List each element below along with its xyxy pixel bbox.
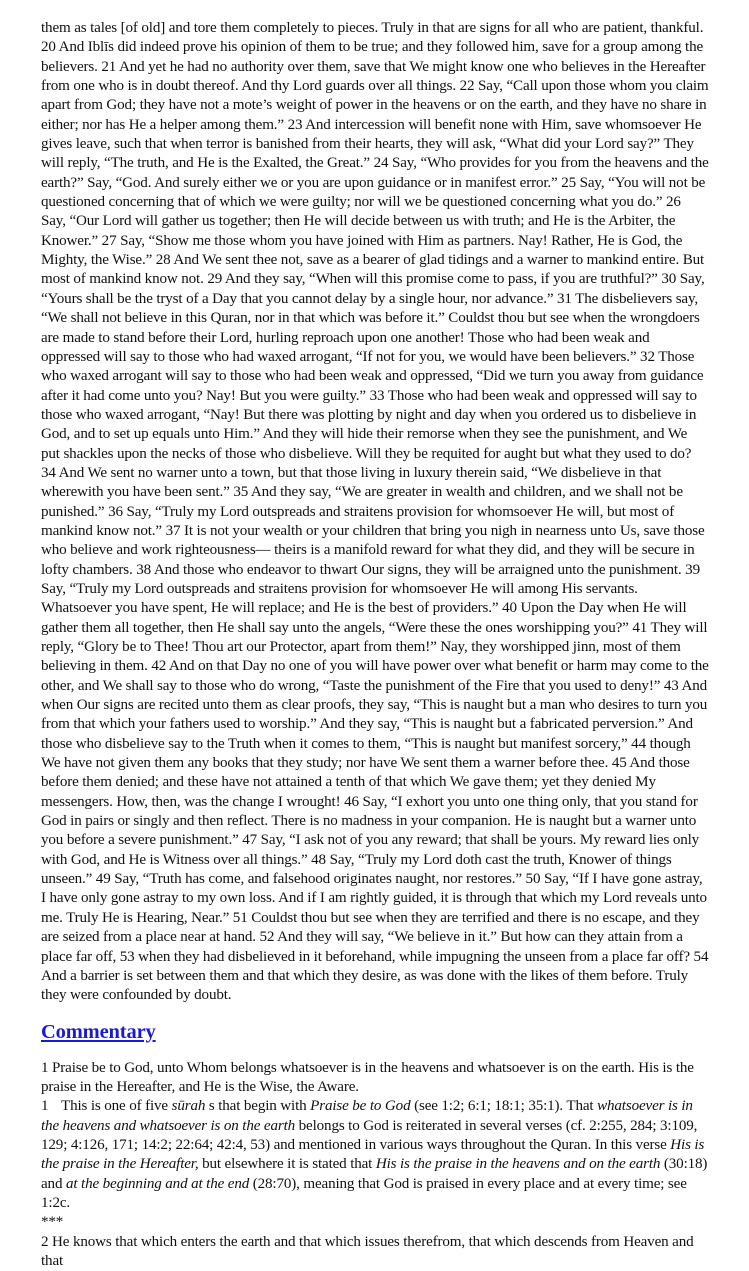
commentary-note-1: 1 This is one of five sūrah s that begin with Praise be to God (see 1:2; 6:1; 18:1; 35:1). That whatsoever is in the heavens and whatsoever is on the earth belongs to God is reiterated in several verses (cf. 2:255, 284; 3:109, 129; 4:126, 171; 14:2; 22:64; 42:4, 53) and mentioned in various ways throughout the Quran. In this verse His is the praise in the Hereafter, but elsewhere it is stated that His is the praise in the heavens and on the earth (30:18) and at the beginning and at the end (28:70), meaning that God is praised in every place and at every time; see 1:2c. xyxy=(41,1098,708,1211)
note-number: 1 xyxy=(41,1098,49,1115)
commentary-verse-2: 2 He knows that which enters the earth and that which issues therefrom, that which descends from Heaven and that xyxy=(41,1233,694,1269)
document-page xyxy=(41,19,709,1271)
commentary-verse-1: 1 Praise be to God, unto Whom belongs whatsoever is in the heavens and whatsoever is on the earth. His is the praise in the Hereafter, and He is the Wise, the Aware. xyxy=(41,1059,694,1095)
verses-paragraph: them as tales [of old] and tore them completely to pieces. Truly in that are signs for all who are patient, thankful. 20 And Iblīs did indeed prove his opinion of them to be true; and they followed him, save for a group among the believers. 21 And yet he had no authority over them, save that We might know one who believes in the Hereafter from one who is in doubt thereof. And thy Lord guards over all things. 22 Say, “Call upon those whom you claim apart from God; they have not a mote’s weight of power in the heavens or on the earth, and they have no share in either; nor has He a helper among them.” 23 And intercession will benefit none with Him, save whomsoever He gives leave, such that when terror is banished from their hearts, they will ask, “What did your Lord say?” They will reply, “The truth, and He is the Exalted, the Great.” 24 Say, “Who provides for you from the heavens and the earth?” Say, “God. And surely either we or you are upon guidance or in manifest error.” 25 Say, “You will not be questioned concerning that of which we were guilty; nor will we be questioned concerning what you do.” 26 Say, “Our Lord will gather us together; then He will decide between us with truth; and He is the Arbiter, the Knower.” 27 Say, “Show me those whom you have joined with Him as partners. Nay! Rather, He is God, the Mighty, the Wise.” 28 And We sent thee not, save as a bearer of glad tidings and a warner to mankind entire. But most of mankind know not. 29 And they say, “When will this promise come to pass, if you are truthful?” 30 Say, “Yours shall be the tryst of a Day that you cannot delay by a single hour, nor advance.” 31 The disbelievers say, “We shall not believe in this Quran, nor in that which was before it.” Couldst thou but see when the wrongdoers are made to stand before their Lord, hurling reproach upon one another! Those who had been weak and oppressed will say to those who had waxed arrogant, “If not for you, we would have been believers.” 32 Those who waxed arrogant will say to those who had been weak and oppressed, “Did we turn you away from guidance after it had come unto you? Nay! But you were guilty.” 33 Those who had been weak and oppressed will say to those who waxed arrogant, “Nay! But there was plotting by night and day when you ordered us to disbelieve in God, and to set up equals unto Him.” And they will hide their remorse when they see the punishment, and We put shackles upon the necks of those who disbelieve. Will they be requited for aught but what they used to do? 34 And We sent no warner unto a town, but that those living in luxury therein said, “We disbelieve in that wherewith you have been sent.” 35 And they say, “We are greater in wealth and children, and we shall not be punished.” 36 Say, “Truly my Lord outspreads and straitens provision for whomsoever He will, but most of mankind know not.” 37 It is not your wealth or your children that bring you nigh in nearness unto Us, save those who believe and work righteousness— theirs is a manifold reward for what they did, and they will be secure in lofty chambers. 38 And those who endeavor to thwart Our signs, they will be arraigned unto the punishment. 39 Say, “Truly my Lord outspreads and straitens provision for whomsoever He will among His servants. Whatsoever you have spent, He will replace; and He is the best of providers.” 40 Upon the Day when He will gather them all together, then He shall say unto the angels, “Were these the ones worshipping you?” 41 They will reply, “Glory be to Thee! Thou art our Protector, apart from them!” Nay, they worshipped jinn, most of them believing in them. 42 And on that Day no one of you will have power over what benefit or harm may come to the other, and We shall say to those who do wrong, “Taste the punishment of the Fire that you used to deny!” 43 And when Our signs are recited unto them as clear proofs, they say, “This is naught but a man who desires to turn you from that which your fathers used to worship.” And they say, “This is naught but a fabricated perversion.” And those who disbelieve say to the Truth when it comes to them, “This is naught but manifest sorcery,” 44 though We have not given them any books that they study; nor have We sent them a warner before thee. 45 And those before them denied; and these have not attained a tenth of that which We gave them; yet they denied My messengers. How, then, was the change I wrought! 46 Say, “I exhort you unto one thing only, that you stand for God in pairs or singly and then reflect. There is no madness in your companion. He is naught but a warner unto you before a severe punishment.” 47 Say, “I ask not of you any reward; that shall be yours. My reward lies only with God, and He is Witness over all things.” 48 Say, “Truly my Lord doth cast the truth, Knower of things unseen.” 49 Say, “Truth has come, and falsehood originates naught, nor restores.” 50 Say, “If I have gone astray, I have only gone astray to my own loss. And if I am rightly guided, it is through that which my Lord reveals unto me. Truly He is Hearing, Near.” 51 Couldst thou but see when they are terrified and there is no escape, and they are seized from a place near at hand. 52 And they will say, “We believe in it.” But how can they attain from a place far off, 53 when they had disbelieved in it beforehand, while impugning the unseen from a place far off? 54 And a barrier is set between them and that which they desire, as was done with the likes of them before. Truly they were confounded by doubt. xyxy=(41,20,709,1004)
section-separator: *** xyxy=(41,1214,64,1231)
commentary-heading-link[interactable]: Commentary xyxy=(41,1020,156,1043)
